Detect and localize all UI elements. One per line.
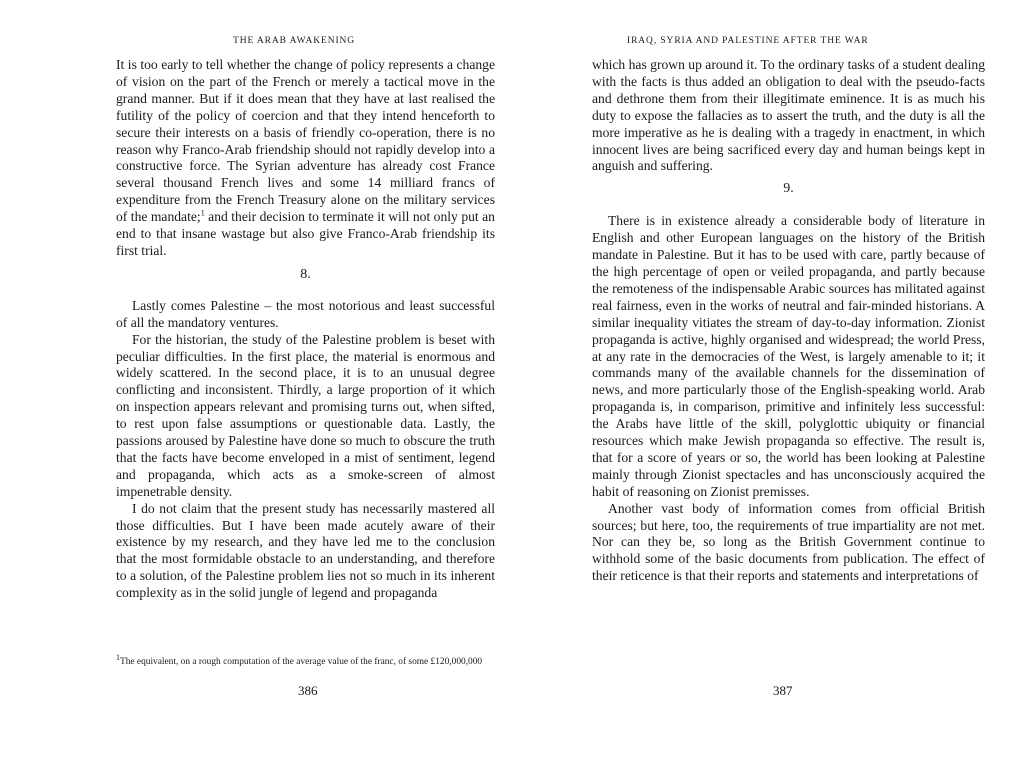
footnote-marker: 1 (116, 652, 120, 662)
footnote-marker: 1 (200, 208, 205, 218)
paragraph: Lastly comes Palestine – the most notorious and least successful of all the mandatory ventures. (116, 297, 495, 330)
paragraph-text: It is too early to tell whether the change of policy represents a change of vision on the part of the French or merely a tactical move in the grand manner. But if it does mean that they have at last realised the futility of the policy of coercion and that they intend henceforth to secure their interests on a basis of friendly co-operation, there is no reason why Franco-Arab friendship should not rapidly develop into a constructive force. The Syrian adventure has already cost France several thousand French lives and some 14 milliard francs of expenditure from the French Treasury alone on the military services of the mandate; (116, 57, 495, 225)
footnote (116, 652, 498, 668)
section-number: 9. (783, 181, 794, 197)
running-head-left: THE ARAB AWAKENING (233, 36, 356, 46)
footnote-text: The equivalent, on a rough computation of the average value of the franc, of some £120,000,000 (120, 657, 483, 667)
left-page-body (116, 57, 495, 602)
paragraph-text: and their decision to terminate it will not only put an end to that insane wastage but also give Franco-Arab friendship its first trial. (116, 209, 495, 258)
section-number: 8. (300, 266, 311, 282)
paragraph: There is in existence already a considerable body of literature in English and other European languages on the history of the British mandate in Palestine. But it has to be used with care, partly because of the high percentage of open or veiled propaganda, and partly because the remoteness of the indispensable Arabic sources has militated against real fairness, even in the works of neutral and fair-minded historians. A similar inequality vitiates the stream of day-to-day information. Zionist propaganda is active, highly organised and widespread; the world Press, at any rate in the democracies of the West, is largely amenable to it; it commands many of the available channels for the dissemination of news, and more particularly those of the English-speaking world. Arab propaganda is, in comparison, primitive and infinitely less successful: the Arabs have little of the skill, polyglottic ubiquity or financial resources which make Jewish propaganda so effective. The result is, that for a score of years or so, the world has been looking at Palestine mainly through Zionist spectacles and has unconsciously acquired the habit of reasoning on Zionist premisses. (592, 213, 985, 499)
paragraph: Another vast body of information comes from official British sources; but here, too, the requirements of true impartiality are not met. Nor can they be, so long as the British Government continue to withhold some of the basic documents from publication. The effect of their reticence is that their reports and statements and interpretations of (592, 500, 985, 584)
page-number-left: 386 (298, 683, 318, 698)
right-page-body (592, 57, 985, 585)
paragraph: which has grown up around it. To the ordinary tasks of a student dealing with the facts is thus added an obligation to deal with the pseudo-facts and dethrone them from their illegitimate eminence. It is as much his duty to expose the fallacies as to assert the truth, and the duty is all the more imperative as he is dealing with a tragedy in enactment, in which innocent lives are being sacrificed every day and human beings kept in anguish and suffering. (592, 57, 985, 174)
paragraph (116, 57, 495, 260)
paragraph: I do not claim that the present study has necessarily mastered all those difficulties. But I have been made acutely aware of their existence by my research, and they have led me to the conclusion that the most formidable obstacle to an understanding, and therefore to a solution, of the Palestine problem lies not so much in its inherent complexity as in the solid jungle of legend and propaganda (116, 500, 495, 601)
paragraph: For the historian, the study of the Palestine problem is beset with peculiar difficulties. In the first place, the material is enormous and widely scattered. In the second place, it is to an unusual degree conflicting and inconsistent. Thirdly, a large proportion of it which on inspection appears relevant and promising turns out, when sifted, to rest upon false assumptions or questionable data. Lastly, the passions aroused by Palestine have done so much to obscure the truth that the facts have become enveloped in a mist of sentiment, legend and propaganda, which acts as a smoke-screen of almost impenetrable density. (116, 331, 495, 499)
running-head-right: IRAQ, SYRIA AND PALESTINE AFTER THE WAR (627, 36, 869, 46)
page-number-right: 387 (773, 683, 793, 698)
right-page (515, 0, 1030, 766)
